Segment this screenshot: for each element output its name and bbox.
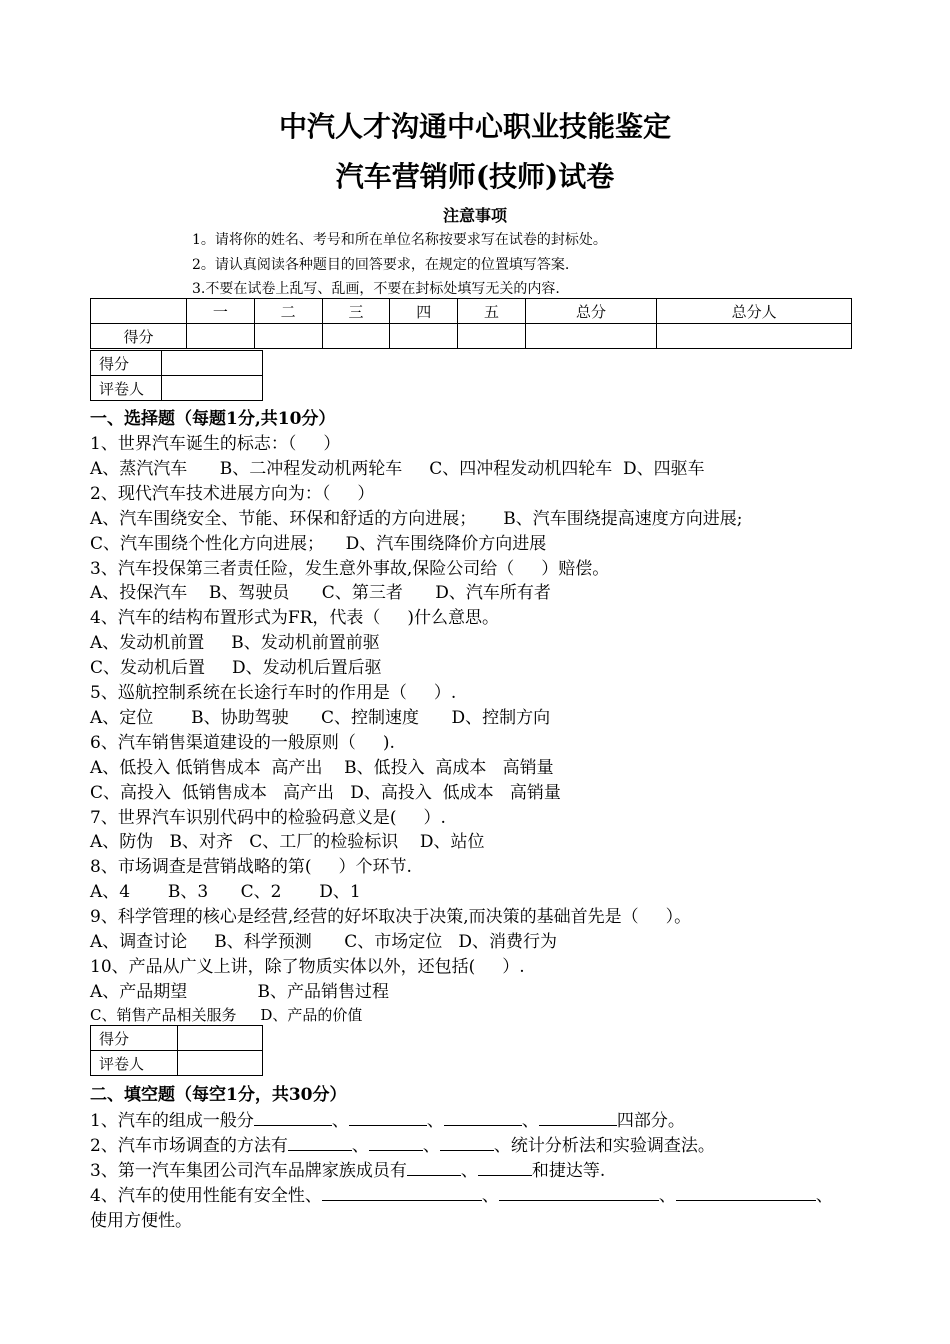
score-row-label: 得分 — [91, 324, 187, 349]
q1-sep: 、 — [426, 1111, 444, 1131]
score-col-3: 三 — [322, 299, 390, 324]
notice-heading: 注意事项 — [442, 206, 507, 225]
notice-item-3: 3.不要在试卷上乱写、乱画，不要在封标处填写无关的内容. — [192, 281, 560, 297]
question-line: C、高投入 低销售成本 高产出 D、高投入 低成本 高销量 — [90, 782, 561, 803]
grader-name-label: 评卷人 — [91, 376, 162, 401]
fill-question-4 — [90, 1181, 833, 1206]
question-line: 5、巡航控制系统在长途行车时的作用是（ ）. — [90, 683, 457, 703]
question-line: A、防伪 B、对齐 C、工厂的检验标识 D、站位 — [90, 832, 485, 853]
q4-sep: 、 — [481, 1186, 499, 1206]
question-line: 7、世界汽车识别代码中的检验码意义是( ）. — [90, 807, 446, 828]
fill-question-2 — [90, 1131, 715, 1156]
score-col-5: 五 — [458, 299, 526, 324]
fill-question-4-cont: 使用方便性。 — [90, 1211, 192, 1231]
answer-blank[interactable] — [322, 1183, 482, 1201]
question-line: A、发动机前置 B、发动机前置前驱 — [90, 633, 380, 654]
question-line: A、低投入 低销售成本 高产出 B、低投入 高成本 高销量 — [90, 757, 554, 778]
score-col-1: 一 — [187, 299, 255, 324]
question-line: 9、科学管理的核心是经营,经营的好坏取决于决策,而决策的基础首先是（ ）。 — [90, 907, 692, 928]
score-table-corner — [91, 299, 187, 324]
answer-blank[interactable] — [539, 1108, 617, 1126]
question-line: 6、汽车销售渠道建设的一般原则（ ). — [90, 732, 395, 753]
q2-sep: 、 — [351, 1136, 369, 1156]
question-line: A、4 B、3 C、2 D、1 — [90, 882, 361, 903]
q3-text-end: 和捷达等. — [531, 1161, 606, 1181]
question-line: A、调查讨论 B、科学预测 C、市场定位 D、消费行为 — [90, 932, 558, 952]
score-table-row — [91, 324, 852, 349]
answer-blank[interactable] — [499, 1183, 659, 1201]
q1-sep: 、 — [521, 1111, 539, 1131]
q3-text: 3、第一汽车集团公司汽车品牌家族成员有 — [90, 1161, 407, 1181]
score-cell[interactable] — [254, 324, 322, 349]
grader-name-label: 评卷人 — [91, 1051, 178, 1076]
question-line: 4、汽车的结构布置形式为FR，代表（ )什么意思。 — [90, 608, 500, 629]
answer-blank[interactable] — [478, 1158, 532, 1176]
notice-item-1: 1。请将你的姓名、考号和所在单位名称按要求写在试卷的封标处。 — [192, 232, 607, 248]
notice-item-2: 2。请认真阅读各种题目的回答要求，在规定的位置填写答案. — [192, 257, 570, 273]
answer-blank[interactable] — [254, 1108, 332, 1126]
score-table — [90, 298, 852, 349]
section2-title: 二、填空题（每空1分，共30分） — [90, 1085, 347, 1105]
question-line: 1、世界汽车诞生的标志：（ ） — [90, 434, 341, 454]
q1-text-end: 四部分。 — [616, 1111, 685, 1131]
score-cell[interactable] — [390, 324, 458, 349]
score-cell[interactable] — [657, 324, 852, 349]
answer-blank[interactable] — [440, 1133, 494, 1151]
q2-sep: 、 — [422, 1136, 440, 1156]
grader-name-cell[interactable] — [162, 376, 263, 401]
score-cell[interactable] — [187, 324, 255, 349]
question-line: A、定位 B、协助驾驶 C、控制速度 D、控制方向 — [90, 707, 551, 728]
question-line: 2、现代汽车技术进展方向为：（ ） — [90, 483, 375, 504]
answer-blank[interactable] — [444, 1108, 522, 1126]
score-col-total: 总分 — [525, 299, 656, 324]
grader-name-cell[interactable] — [178, 1051, 263, 1076]
score-col-2: 二 — [254, 299, 322, 324]
question-line: C、发动机后置 D、发动机后置后驱 — [90, 658, 382, 679]
grader-score-cell[interactable] — [178, 1026, 263, 1051]
answer-blank[interactable] — [369, 1133, 423, 1151]
question-line: 3、汽车投保第三者责任险，发生意外事故,保险公司给（ ）赔偿。 — [90, 558, 610, 579]
score-col-grader: 总分人 — [657, 299, 852, 324]
question-line: A、投保汽车 B、驾驶员 C、第三者 D、汽车所有者 — [90, 583, 551, 604]
section1-title: 一、选择题（每题1分,共10分） — [90, 409, 336, 429]
question-line: C、销售产品相关服务 D、产品的价值 — [90, 1005, 363, 1024]
exam-title-line1: 中汽人才沟通中心职业技能鉴定 — [278, 110, 671, 143]
score-col-4: 四 — [390, 299, 458, 324]
question-line: C、汽车围绕个性化方向进展； D、汽车围绕降价方向进展 — [90, 533, 547, 554]
question-line: A、蒸汽汽车 B、二冲程发动机两轮车 C、四冲程发动机四轮车 D、四驱车 — [90, 458, 705, 479]
q2-text-end: 、统计分析法和实验调查法。 — [493, 1136, 715, 1156]
grader-box-2 — [90, 1025, 263, 1076]
grader-score-label: 得分 — [91, 351, 162, 376]
exam-title-line2: 汽车营销师(技师)试卷 — [335, 160, 615, 193]
q1-text: 1、汽车的组成一般分 — [90, 1111, 254, 1131]
question-line: 8、市场调查是营销战略的第( ）个环节. — [90, 857, 412, 878]
q4-text: 4、汽车的使用性能有安全性、 — [90, 1186, 322, 1206]
answer-blank[interactable] — [349, 1108, 427, 1126]
question-line: A、产品期望 B、产品销售过程 — [90, 981, 390, 1002]
answer-blank[interactable] — [407, 1158, 461, 1176]
answer-blank[interactable] — [288, 1133, 352, 1151]
question-line: A、汽车围绕安全、节能、环保和舒适的方向进展； B、汽车围绕提高速度方向进展; — [90, 508, 743, 529]
grader-score-label: 得分 — [91, 1026, 178, 1051]
q2-text: 2、汽车市场调查的方法有 — [90, 1136, 288, 1156]
question-line: 10、产品从广义上讲，除了物质实体以外，还包括( ）. — [90, 956, 525, 977]
score-cell[interactable] — [322, 324, 390, 349]
score-table-header-row — [91, 299, 852, 324]
score-cell[interactable] — [525, 324, 656, 349]
grader-score-cell[interactable] — [162, 351, 263, 376]
fill-question-1 — [90, 1106, 685, 1131]
q4-sep-end: 、 — [815, 1186, 833, 1206]
grader-box-1 — [90, 350, 263, 401]
q4-sep: 、 — [658, 1186, 676, 1206]
q1-sep: 、 — [331, 1111, 349, 1131]
score-cell[interactable] — [458, 324, 526, 349]
answer-blank[interactable] — [676, 1183, 816, 1201]
fill-question-3 — [90, 1156, 605, 1181]
q3-sep: 、 — [460, 1161, 478, 1181]
